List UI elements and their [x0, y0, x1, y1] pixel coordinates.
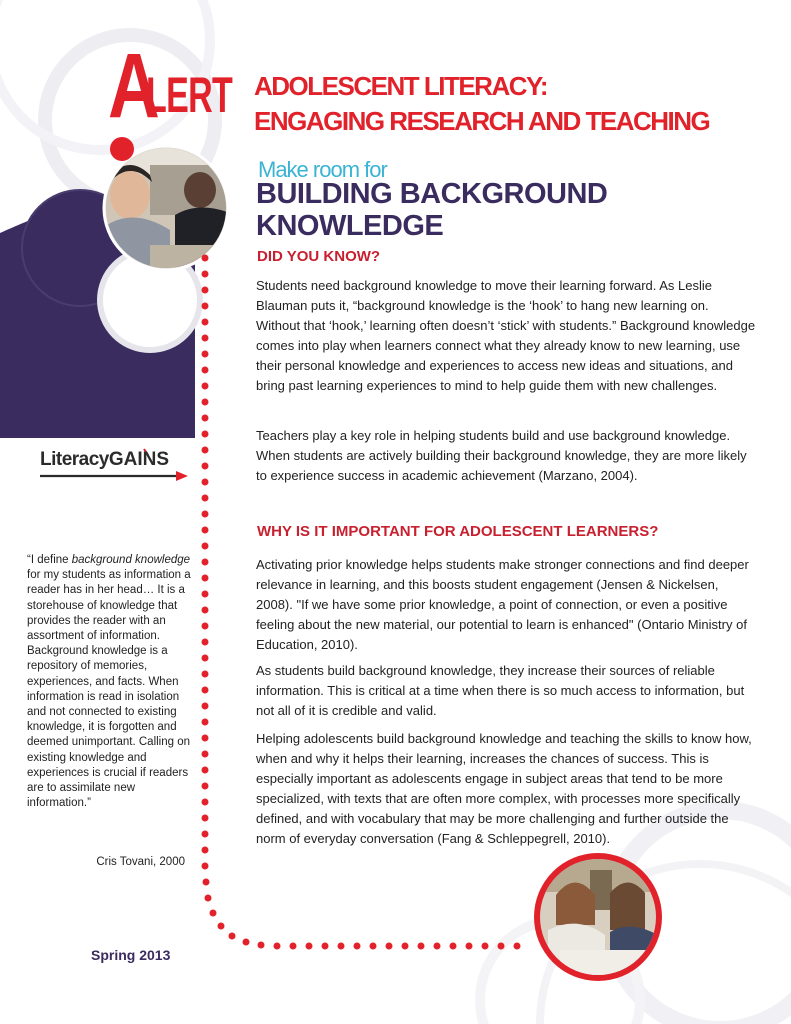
quote-emphasis: background knowledge: [71, 554, 191, 566]
paragraph: Activating prior knowledge helps students make stronger connections and find deeper relevance in learning, and this boosts student engagement (Jensen & Nickelsen, 2008). "If we have some prior knowledge, a point of connection, or even a positive feeling about the new material, our potential to learn is enhanced" (Ontario Ministry of Education, 2010).: [256, 557, 749, 652]
logo-letter-a: A: [108, 35, 160, 137]
section-heading-did-you-know: DID YOU KNOW?: [257, 248, 381, 265]
issue-date: Spring 2013: [91, 947, 171, 963]
quote-body: for my students as information a reader has in her head… It is a storehouse of knowledge that provides the reader with an assortment of information. Background knowledge is a repository of memories, experiences, and facts. When information is read in isolation and not connected to existing knowledge, it is forgotten and deemed unimportant. Calling on existing knowledge and experiences is crucial if readers are to assimilate new information.”: [27, 569, 191, 810]
quote-author: Cris Tovani, 2000: [96, 856, 185, 868]
title-line-2: ENGAGING RESEARCH AND TEACHING: [254, 106, 710, 136]
logo-gains: GAINS: [108, 449, 170, 470]
section-heading-why-important: WHY IS IT IMPORTANT FOR ADOLESCENT LEARNERS?: [257, 523, 659, 540]
paragraph: Helping adolescents build background knowledge and teaching the skills to know how, when and why it helps their learning, increases the chances of success. This is especially important as adolescents engage in subject areas that tend to be more specialized, with texts that are often more complex, with processes more specifically defined, and with vocabulary that may be more challenging and further outside the norm of everyday conversation (Fang & Schleppegrell, 2010).: [256, 731, 752, 846]
kicker: Make room for: [258, 157, 387, 182]
paragraph: As students build background knowledge, they increase their sources of reliable information. This is critical at a time when there is so much access to information, but not all of it is credible and valid.: [256, 663, 745, 718]
bottom-photo: [534, 853, 662, 981]
alert-logo: [108, 35, 233, 137]
logo-literacy: Literacy: [40, 449, 109, 470]
sidebar-quote: [27, 553, 192, 811]
quote-open: “I define: [27, 554, 72, 566]
logo-letters: LERT: [146, 67, 233, 123]
paragraph: Teachers play a key role in helping students build and use background knowledge. When students are actively building their background knowledge, they are more likely to experience success in academic achievement (Marzano, 2004).: [256, 428, 747, 483]
title-line-1: ADOLESCENT LITERACY:: [254, 71, 548, 101]
paragraph: Students need background knowledge to move their learning forward. As Leslie Blauman puts it, “background knowledge is the ‘hook’ to hang new learning on. Without that ‘hook,’ learning often doesn’t ‘stick’ with students.” Background knowledge comes into play when learners connect what they already know to new learning, use their personal knowledge and experiences to access new ideas and situations, and bring past learning experiences to mind to help guide them with new challenges.: [256, 278, 756, 393]
topic-title: BUILDING BACKGROUND KNOWLEDGE: [256, 178, 608, 242]
